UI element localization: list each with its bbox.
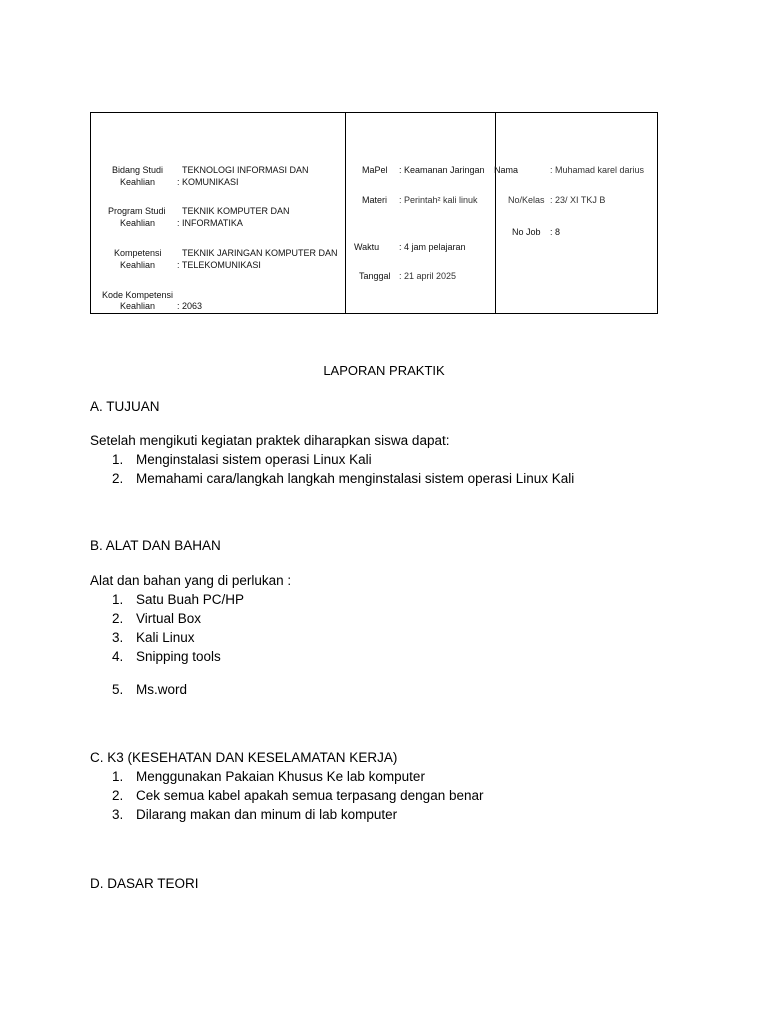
keahlian-label: Keahlian [120,177,156,187]
list-item [112,649,221,664]
nama-value: : Muhamad karel darius [550,165,645,175]
list-number: 2. [112,611,124,626]
materi-value: : Perintah² kali linuk [399,195,478,205]
list-number: 5. [112,682,124,697]
nama-label: Nama [494,165,519,175]
list-text: Dilarang makan dan minum di lab komputer [136,807,398,822]
nokelas-label: No/Kelas [508,195,545,205]
table-divider [495,113,496,313]
section-d-heading: D. DASAR TEORI [90,876,199,891]
list-number: 2. [112,788,124,803]
table-divider [345,113,346,313]
program-studi-value-cont: : INFORMATIKA [177,218,243,228]
header-info-table [90,112,658,314]
tanggal-value: : 21 april 2025 [399,271,457,281]
bidang-studi-value-cont: : KOMUNIKASI [177,177,239,187]
materi-label: Materi [362,195,388,205]
list-number: 1. [112,452,124,467]
list-item [112,630,195,645]
waktu-label: Waktu [354,242,380,252]
list-item [112,807,397,822]
list-item [112,471,574,486]
kode-kompetensi-label: Kode Kompetensi [102,290,174,300]
list-text: Cek semua kabel apakah semua terpasang dengan benar [136,788,484,803]
waktu-value: : 4 jam pelajaran [399,242,466,252]
list-item [112,682,187,697]
section-b-intro: Alat dan bahan yang di perlukan : [90,573,292,588]
section-b-heading: B. ALAT DAN BAHAN [90,538,221,553]
list-item [112,769,425,784]
list-number: 2. [112,471,124,486]
list-number: 3. [112,807,124,822]
program-studi-value: TEKNIK KOMPUTER DAN [182,206,290,216]
list-text: Kali Linux [136,630,195,645]
list-text: Satu Buah PC/HP [136,592,245,607]
keahlian-label: Keahlian [120,260,156,270]
list-number: 3. [112,630,124,645]
list-item [112,592,244,607]
list-number: 1. [112,769,124,784]
list-item [112,788,484,803]
list-text: Memahami cara/langkah langkah menginstalasi sistem operasi Linux Kali [136,471,575,486]
report-title: LAPORAN PRAKTIK [323,363,445,378]
mapel-label: MaPel [362,165,388,175]
list-text: Snipping tools [136,649,221,664]
kompetensi-label: Kompetensi [114,248,162,258]
tanggal-label: Tanggal [359,271,391,281]
mapel-value: : Keamanan Jaringan [399,165,485,175]
keahlian-label: Keahlian [120,301,156,311]
kode-kompetensi-value: : 2063 [177,301,203,311]
list-item [112,452,372,467]
keahlian-label: Keahlian [120,218,156,228]
list-text: Ms.word [136,682,188,697]
section-a-intro: Setelah mengikuti kegiatan praktek diharapkan siswa dapat: [90,433,450,448]
section-a-heading: A. TUJUAN [90,399,160,414]
list-text: Menginstalasi sistem operasi Linux Kali [136,452,372,467]
bidang-studi-label: Bidang Studi [112,165,164,175]
program-studi-label: Program Studi [108,206,166,216]
bidang-studi-value: TEKNOLOGI INFORMASI DAN [182,165,309,175]
list-text: Virtual Box [136,611,202,626]
kompetensi-value: TEKNIK JARINGAN KOMPUTER DAN [182,248,338,258]
list-item [112,611,201,626]
nojob-value: : 8 [550,227,561,237]
list-number: 1. [112,592,124,607]
kompetensi-value-cont: : TELEKOMUNIKASI [177,260,261,270]
section-c-heading: C. K3 (KESEHATAN DAN KESELAMATAN KERJA) [90,750,398,765]
nokelas-value: : 23/ XI TKJ B [550,195,606,205]
list-number: 4. [112,649,124,664]
list-text: Menggunakan Pakaian Khusus Ke lab komputer [136,769,425,784]
nojob-label: No Job [512,227,541,237]
